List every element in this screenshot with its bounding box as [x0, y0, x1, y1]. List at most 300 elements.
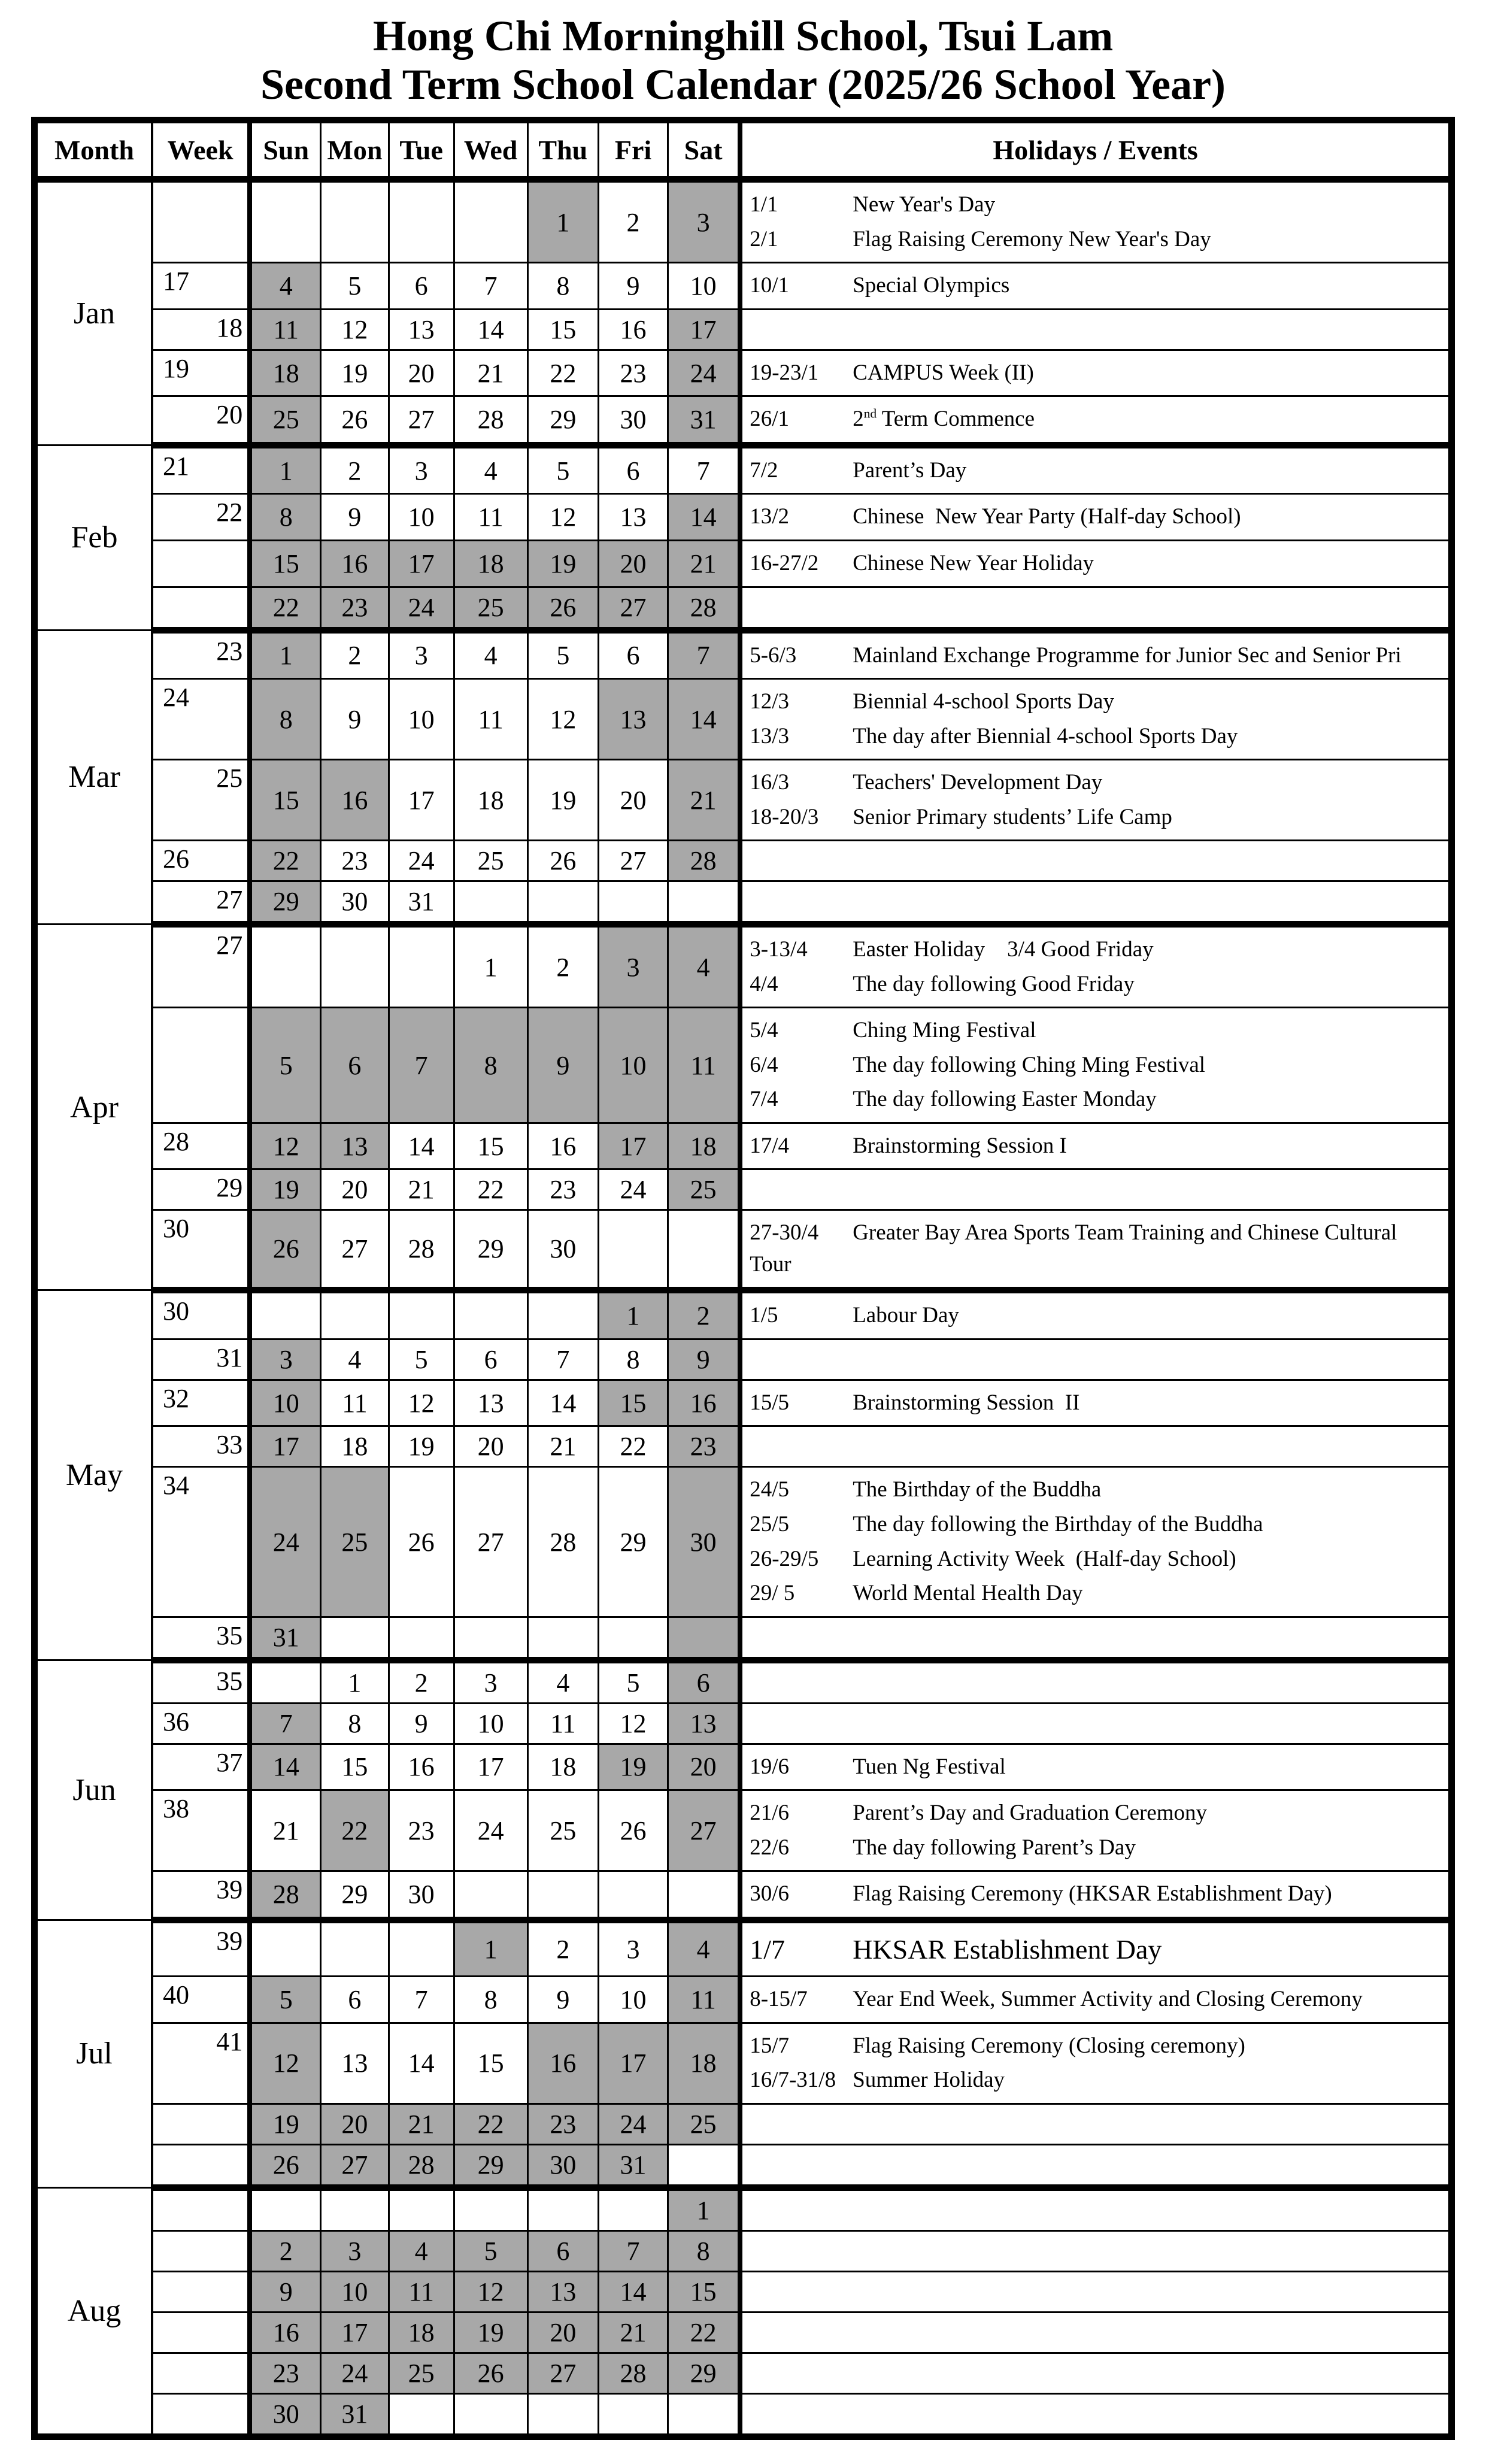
- calendar-row: [35, 1380, 1452, 1426]
- day-cell: 17: [668, 309, 740, 350]
- day-cell: 27: [454, 1467, 527, 1617]
- day-cell: 31: [668, 396, 740, 445]
- day-cell: 18: [454, 760, 527, 841]
- day-cell: 20: [321, 2104, 389, 2144]
- week-number: 33: [152, 1426, 250, 1467]
- week-number: 36: [152, 1703, 250, 1744]
- day-cell: 19: [250, 2104, 320, 2144]
- day-cell: 1: [454, 925, 527, 1008]
- day-cell: 18: [527, 1744, 598, 1790]
- day-cell: [668, 1617, 740, 1660]
- day-cell: 5: [250, 1977, 320, 2023]
- event-item: [750, 1930, 1443, 1969]
- day-cell: [389, 1617, 454, 1660]
- week-number: 35: [152, 1617, 250, 1660]
- week-number: 27: [152, 881, 250, 925]
- event-date: 27-30/4: [750, 1220, 819, 1245]
- day-cell: [389, 925, 454, 1008]
- day-cell: 31: [321, 2393, 389, 2436]
- event-text: Parent’s Day: [853, 457, 967, 483]
- day-cell: 4: [668, 925, 740, 1008]
- day-cell: 7: [389, 1977, 454, 2023]
- day-cell: 27: [321, 2144, 389, 2187]
- calendar-row: [35, 1467, 1452, 1617]
- day-cell: 29: [454, 2144, 527, 2187]
- day-cell: 2: [527, 925, 598, 1008]
- day-cell: 16: [527, 1123, 598, 1169]
- day-cell: [250, 1920, 320, 1976]
- calendar-row: [35, 2230, 1452, 2271]
- day-cell: 29: [454, 1210, 527, 1290]
- day-cell: 3: [599, 925, 668, 1008]
- day-cell: 18: [389, 2312, 454, 2353]
- calendar-row: [35, 630, 1452, 679]
- page-title: [0, 0, 1486, 108]
- day-cell: 10: [599, 1008, 668, 1123]
- day-cell: 25: [454, 587, 527, 630]
- events-cell: [740, 2271, 1451, 2312]
- events-cell: [740, 841, 1451, 881]
- events-cell: [740, 1660, 1451, 1703]
- day-cell: 11: [454, 679, 527, 760]
- day-cell: 21: [527, 1426, 598, 1467]
- day-cell: 26: [250, 2144, 320, 2187]
- event-item: [750, 1387, 1443, 1419]
- month-label: Jul: [35, 1920, 152, 2187]
- event-text: Ching Ming Festival: [853, 1018, 1036, 1043]
- events-cell: [740, 2393, 1451, 2436]
- day-cell: 25: [250, 396, 320, 445]
- event-text: Learning Activity Week (Half-day School): [853, 1546, 1236, 1571]
- calendar-row: [35, 2144, 1452, 2187]
- events-cell: [740, 396, 1451, 445]
- day-cell: 24: [389, 841, 454, 881]
- day-cell: 20: [389, 350, 454, 396]
- day-cell: 14: [454, 309, 527, 350]
- event-date: 22/6: [750, 1835, 789, 1860]
- day-cell: 27: [599, 841, 668, 881]
- day-cell: 7: [250, 1703, 320, 1744]
- events-cell: [740, 1744, 1451, 1790]
- calendar-row: [35, 1744, 1452, 1790]
- events-cell: [740, 2187, 1451, 2230]
- day-cell: 17: [389, 540, 454, 587]
- day-cell: 2: [321, 630, 389, 679]
- day-cell: 10: [454, 1703, 527, 1744]
- month-label: Feb: [35, 445, 152, 630]
- events-cell: [740, 760, 1451, 841]
- day-cell: 20: [599, 760, 668, 841]
- events-cell: [740, 2104, 1451, 2144]
- events-cell: [740, 925, 1451, 1008]
- events-cell: [740, 2353, 1451, 2393]
- week-number: 19: [152, 350, 250, 396]
- day-cell: [668, 2144, 740, 2187]
- event-text: Greater Bay Area Sports Team Training and Chinese Cultural Tour: [750, 1220, 1397, 1277]
- day-cell: [668, 881, 740, 925]
- day-cell: [527, 1290, 598, 1339]
- day-cell: [527, 1617, 598, 1660]
- day-cell: 3: [454, 1660, 527, 1703]
- day-cell: 24: [599, 2104, 668, 2144]
- day-cell: 25: [389, 2353, 454, 2393]
- day-cell: 12: [527, 679, 598, 760]
- day-cell: 4: [527, 1660, 598, 1703]
- day-cell: 29: [527, 396, 598, 445]
- day-cell: 7: [527, 1339, 598, 1380]
- day-cell: 1: [321, 1660, 389, 1703]
- day-cell: 10: [599, 1977, 668, 2023]
- week-number: 37: [152, 1744, 250, 1790]
- events-cell: [740, 540, 1451, 587]
- day-cell: 30: [527, 1210, 598, 1290]
- day-cell: 16: [321, 540, 389, 587]
- day-cell: 26: [527, 587, 598, 630]
- week-number: 41: [152, 2023, 250, 2104]
- event-text: World Mental Health Day: [853, 1581, 1083, 1606]
- day-cell: [321, 1290, 389, 1339]
- event-text: Summer Holiday: [853, 2068, 1005, 2093]
- day-cell: 1: [250, 445, 320, 494]
- event-date: 15/5: [750, 1390, 789, 1415]
- day-cell: 23: [389, 1790, 454, 1871]
- day-cell: 21: [454, 350, 527, 396]
- event-text: The day following Ching Ming Festival: [853, 1052, 1206, 1077]
- week-number: 39: [152, 1920, 250, 1976]
- event-item: [750, 1050, 1443, 1081]
- week-number: 38: [152, 1790, 250, 1871]
- day-cell: 8: [454, 1977, 527, 2023]
- events-cell: [740, 1871, 1451, 1920]
- col-header-sat: Sat: [668, 120, 740, 180]
- day-cell: [454, 1871, 527, 1920]
- event-text: The Birthday of the Buddha: [853, 1477, 1102, 1502]
- calendar-row: [35, 2104, 1452, 2144]
- event-text: Tuen Ng Festival: [853, 1754, 1006, 1779]
- calendar-row: [35, 1169, 1452, 1210]
- day-cell: 19: [527, 540, 598, 587]
- day-cell: 3: [389, 630, 454, 679]
- day-cell: 11: [668, 1008, 740, 1123]
- day-cell: [454, 1617, 527, 1660]
- day-cell: [599, 1871, 668, 1920]
- day-cell: 25: [454, 841, 527, 881]
- day-cell: [321, 1920, 389, 1976]
- calendar-row: [35, 1920, 1452, 1976]
- day-cell: [454, 2187, 527, 2230]
- day-cell: 27: [599, 587, 668, 630]
- day-cell: 26: [389, 1467, 454, 1617]
- event-date: 10/1: [750, 273, 789, 298]
- col-header-month: Month: [35, 120, 152, 180]
- events-cell: [740, 1790, 1451, 1871]
- day-cell: 1: [599, 1290, 668, 1339]
- week-number: [152, 540, 250, 587]
- day-cell: 6: [599, 630, 668, 679]
- event-date: 3-13/4: [750, 937, 808, 962]
- day-cell: 24: [389, 587, 454, 630]
- event-text: The day following Parent’s Day: [853, 1835, 1136, 1860]
- day-cell: 26: [527, 841, 598, 881]
- day-cell: 25: [527, 1790, 598, 1871]
- week-number: [152, 587, 250, 630]
- day-cell: 30: [389, 1871, 454, 1920]
- week-number: [152, 2230, 250, 2271]
- day-cell: 2: [250, 2230, 320, 2271]
- day-cell: 17: [599, 2023, 668, 2104]
- day-cell: 6: [321, 1008, 389, 1123]
- event-item: [750, 455, 1443, 487]
- day-cell: [454, 180, 527, 263]
- day-cell: 5: [599, 1660, 668, 1703]
- calendar-row: [35, 760, 1452, 841]
- day-cell: 25: [668, 1169, 740, 1210]
- calendar-row: [35, 263, 1452, 310]
- calendar-row: [35, 1660, 1452, 1703]
- day-cell: 31: [250, 1617, 320, 1660]
- event-item: [750, 501, 1443, 533]
- day-cell: [389, 1920, 454, 1976]
- day-cell: 6: [321, 1977, 389, 2023]
- events-cell: [740, 1703, 1451, 1744]
- event-text: Biennial 4-school Sports Day: [853, 689, 1114, 714]
- event-item: [750, 1015, 1443, 1047]
- day-cell: 20: [599, 540, 668, 587]
- event-item: [750, 721, 1443, 753]
- day-cell: [599, 2393, 668, 2436]
- week-number: 18: [152, 309, 250, 350]
- day-cell: 8: [599, 1339, 668, 1380]
- week-number: [152, 180, 250, 263]
- event-date: 1/5: [750, 1303, 778, 1328]
- event-date: 26/1: [750, 407, 789, 432]
- day-cell: 7: [389, 1008, 454, 1123]
- day-cell: 15: [599, 1380, 668, 1426]
- calendar-title: Second Term School Calendar (2025/26 School Year): [260, 60, 1226, 108]
- calendar-row: [35, 396, 1452, 445]
- calendar-row: [35, 1339, 1452, 1380]
- events-cell: [740, 1467, 1451, 1617]
- events-cell: [740, 1123, 1451, 1169]
- week-number: 31: [152, 1339, 250, 1380]
- day-cell: 3: [250, 1339, 320, 1380]
- calendar-row: [35, 2312, 1452, 2353]
- day-cell: 28: [599, 2353, 668, 2393]
- day-cell: 29: [250, 881, 320, 925]
- day-cell: 1: [668, 2187, 740, 2230]
- col-header-holidays-events: Holidays / Events: [740, 120, 1451, 180]
- day-cell: [454, 2393, 527, 2436]
- day-cell: 5: [527, 445, 598, 494]
- day-cell: 2: [668, 1290, 740, 1339]
- day-cell: 4: [668, 1920, 740, 1976]
- calendar-row: [35, 540, 1452, 587]
- day-cell: 10: [250, 1380, 320, 1426]
- col-header-fri: Fri: [599, 120, 668, 180]
- event-item: [750, 640, 1443, 672]
- week-number: 26: [152, 841, 250, 881]
- events-cell: [740, 2230, 1451, 2271]
- day-cell: 16: [321, 760, 389, 841]
- day-cell: 20: [321, 1169, 389, 1210]
- week-number: [152, 2271, 250, 2312]
- day-cell: 15: [527, 309, 598, 350]
- day-cell: 27: [321, 1210, 389, 1290]
- day-cell: 23: [527, 1169, 598, 1210]
- col-header-wed: Wed: [454, 120, 527, 180]
- event-date: 5-6/3: [750, 642, 797, 668]
- day-cell: [527, 2187, 598, 2230]
- events-cell: [740, 1380, 1451, 1426]
- day-cell: 19: [454, 2312, 527, 2353]
- day-cell: 1: [454, 1920, 527, 1976]
- day-cell: 30: [321, 881, 389, 925]
- day-cell: 21: [250, 1790, 320, 1871]
- calendar-row: [35, 445, 1452, 494]
- events-cell: [740, 1977, 1451, 2023]
- event-text: The day following Easter Monday: [853, 1087, 1157, 1112]
- day-cell: 14: [668, 494, 740, 541]
- day-cell: 22: [454, 1169, 527, 1210]
- day-cell: [599, 1210, 668, 1290]
- day-cell: 19: [389, 1426, 454, 1467]
- calendar-row: [35, 679, 1452, 760]
- month-label: Mar: [35, 630, 152, 925]
- event-date: 16/3: [750, 770, 789, 795]
- event-date: 6/4: [750, 1052, 778, 1077]
- day-cell: 17: [389, 760, 454, 841]
- day-cell: 2: [389, 1660, 454, 1703]
- event-text: Labour Day: [853, 1303, 959, 1328]
- events-cell: [740, 1426, 1451, 1467]
- event-text: Senior Primary students’ Life Camp: [853, 804, 1172, 829]
- calendar-row: [35, 180, 1452, 263]
- event-item: [750, 404, 1443, 435]
- day-cell: 5: [250, 1008, 320, 1123]
- event-text: Teachers' Development Day: [853, 770, 1103, 795]
- day-cell: 12: [454, 2271, 527, 2312]
- day-cell: 10: [321, 2271, 389, 2312]
- col-header-sun: Sun: [250, 120, 320, 180]
- day-cell: 28: [668, 841, 740, 881]
- calendar-row: [35, 1426, 1452, 1467]
- day-cell: 27: [527, 2353, 598, 2393]
- week-number: 22: [152, 494, 250, 541]
- calendar-row: [35, 2271, 1452, 2312]
- event-date: 29/ 5: [750, 1581, 795, 1606]
- day-cell: 24: [250, 1467, 320, 1617]
- event-item: [750, 934, 1443, 966]
- week-number: 21: [152, 445, 250, 494]
- event-date: 2/1: [750, 226, 778, 251]
- events-cell: [740, 1169, 1451, 1210]
- event-item: [750, 1984, 1443, 2016]
- day-cell: 14: [389, 1123, 454, 1169]
- event-date: 13/2: [750, 504, 789, 529]
- day-cell: [454, 1290, 527, 1339]
- day-cell: [668, 2393, 740, 2436]
- day-cell: 9: [321, 679, 389, 760]
- events-cell: [740, 1290, 1451, 1339]
- day-cell: [250, 1290, 320, 1339]
- day-cell: 9: [250, 2271, 320, 2312]
- day-cell: 22: [454, 2104, 527, 2144]
- day-cell: 11: [389, 2271, 454, 2312]
- day-cell: [527, 1871, 598, 1920]
- day-cell: 29: [668, 2353, 740, 2393]
- events-cell: [740, 630, 1451, 679]
- day-cell: 8: [454, 1008, 527, 1123]
- event-date: 1/7: [750, 1933, 785, 1965]
- calendar-row: [35, 1977, 1452, 2023]
- day-cell: 18: [454, 540, 527, 587]
- day-cell: 28: [454, 396, 527, 445]
- week-number: [152, 2353, 250, 2393]
- events-cell: [740, 1008, 1451, 1123]
- day-cell: 16: [389, 1744, 454, 1790]
- day-cell: 3: [599, 1920, 668, 1976]
- event-date: 17/4: [750, 1133, 789, 1158]
- day-cell: [527, 2393, 598, 2436]
- event-item: [750, 802, 1443, 834]
- calendar-row: [35, 587, 1452, 630]
- event-item: [750, 767, 1443, 799]
- event-date: 5/4: [750, 1018, 778, 1043]
- day-cell: 12: [321, 309, 389, 350]
- calendar-row: [35, 925, 1452, 1008]
- day-cell: [389, 2393, 454, 2436]
- day-cell: 2: [527, 1920, 598, 1976]
- calendar-row: [35, 2393, 1452, 2436]
- day-cell: 15: [454, 1123, 527, 1169]
- day-cell: 10: [389, 494, 454, 541]
- event-item: [750, 2065, 1443, 2096]
- day-cell: 10: [668, 263, 740, 310]
- event-text: Flag Raising Ceremony New Year's Day: [853, 226, 1211, 251]
- calendar-row: [35, 350, 1452, 396]
- event-date: 8-15/7: [750, 1987, 808, 2012]
- day-cell: 29: [599, 1467, 668, 1617]
- event-text: New Year's Day: [853, 192, 996, 217]
- day-cell: 26: [250, 1210, 320, 1290]
- week-number: 27: [152, 925, 250, 1008]
- day-cell: 16: [250, 2312, 320, 2353]
- day-cell: 1: [527, 180, 598, 263]
- col-header-mon: Mon: [321, 120, 389, 180]
- week-number: 40: [152, 1977, 250, 2023]
- day-cell: 24: [668, 350, 740, 396]
- day-cell: 9: [527, 1977, 598, 2023]
- day-cell: 10: [389, 679, 454, 760]
- day-cell: 5: [321, 263, 389, 310]
- day-cell: 17: [599, 1123, 668, 1169]
- event-item: [750, 2030, 1443, 2062]
- day-cell: 17: [250, 1426, 320, 1467]
- day-cell: [321, 180, 389, 263]
- week-number: 25: [152, 760, 250, 841]
- day-cell: 20: [668, 1744, 740, 1790]
- day-cell: 24: [454, 1790, 527, 1871]
- day-cell: 31: [389, 881, 454, 925]
- event-item: [750, 357, 1443, 389]
- week-number: 35: [152, 1660, 250, 1703]
- event-date: 26-29/5: [750, 1546, 819, 1571]
- day-cell: 5: [527, 630, 598, 679]
- day-cell: 11: [454, 494, 527, 541]
- event-date: 24/5: [750, 1477, 789, 1502]
- day-cell: 16: [668, 1380, 740, 1426]
- week-number: [152, 1008, 250, 1123]
